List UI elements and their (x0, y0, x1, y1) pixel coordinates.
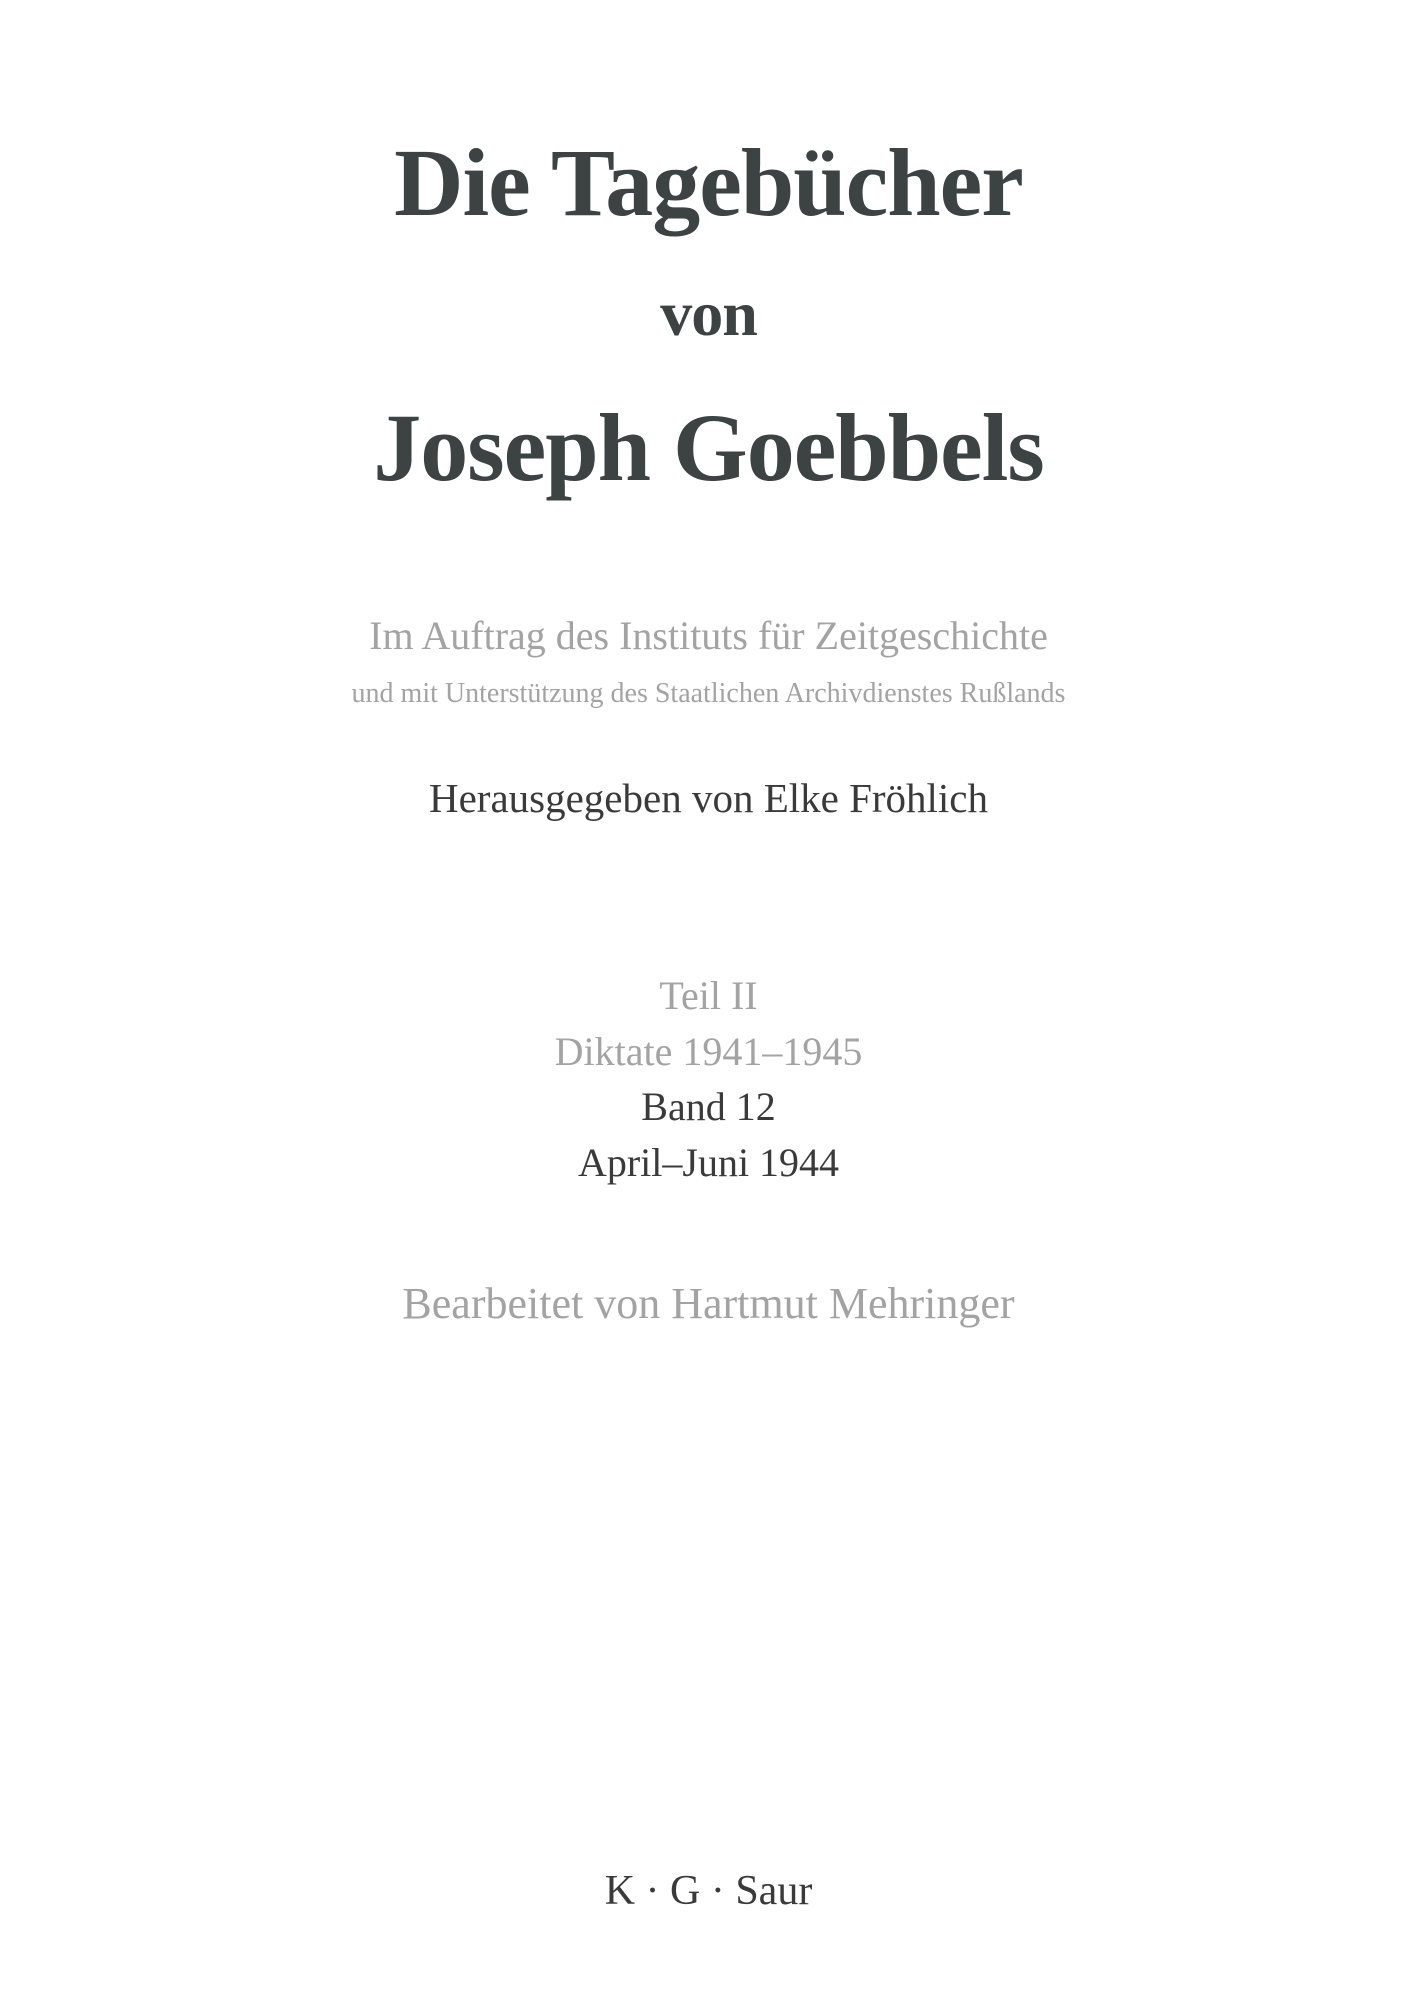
volume-band: Band 12 (641, 1084, 776, 1129)
volume-part: Teil II (659, 973, 758, 1018)
book-title-line-1: Die Tagebücher (394, 129, 1023, 236)
book-title-line-2: von (660, 278, 757, 349)
publisher-imprint: K · G · Saur (604, 1868, 813, 1914)
editor-credit: Herausgegeben von Elke Fröhlich (428, 775, 989, 821)
volume-period: April–Juni 1944 (577, 1140, 840, 1185)
volume-series: Diktate 1941–1945 (554, 1029, 863, 1074)
commission-line-2: und mit Unterstützung des Staatlichen Archivdienstes Rußlands (351, 678, 1066, 709)
book-title-line-3: Joseph Goebbels (373, 394, 1044, 501)
commission-line-1: Im Auftrag des Instituts für Zeitgeschichte (369, 613, 1048, 658)
adapted-by-credit: Bearbeitet von Hartmut Mehringer (402, 1279, 1015, 1328)
